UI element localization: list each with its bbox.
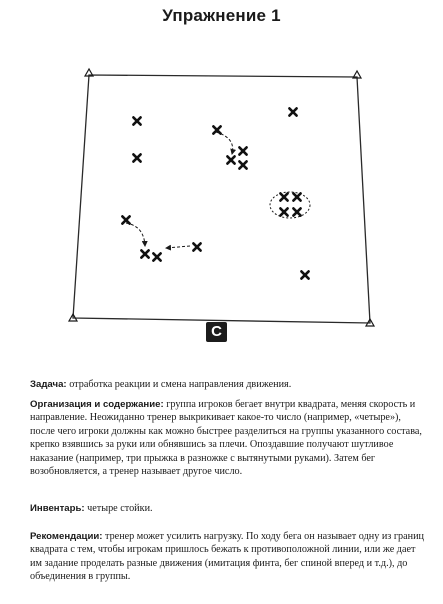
- player-x-icon: [133, 154, 140, 161]
- player-x-icon: [153, 253, 160, 260]
- player-x-icon: [293, 208, 300, 215]
- player-x-icon: [280, 193, 287, 200]
- player-x-icon: [193, 243, 200, 250]
- recommendations-text: тренер может усилить нагрузку. По ходу бега он называет одну из границ квадрата с тем, чтобы игрокам пришлось бежать к противоположной линии, или же дает им задание проделать разные движения (имитация финта, бег спиной вперед и т.д.), до объединения в группы.: [30, 531, 425, 583]
- inventory-text: четыре стойки.: [84, 503, 153, 514]
- player-x-icon: [289, 108, 296, 115]
- inventory-paragraph: [30, 502, 425, 515]
- movement-arrow: [216, 132, 233, 154]
- organization-label: Организация и содержание:: [30, 399, 164, 410]
- field-boundary: [73, 75, 370, 323]
- coach-marker: C: [206, 322, 227, 342]
- organization-paragraph: [30, 398, 425, 478]
- player-x-icon: [239, 161, 246, 168]
- inventory-label: Инвентарь:: [30, 503, 85, 514]
- player-x-icon: [122, 216, 129, 223]
- page-title: Упражнение 1: [162, 6, 281, 25]
- task-paragraph: [30, 378, 425, 391]
- player-x-icon: [280, 208, 287, 215]
- group-enclosure: [270, 192, 310, 218]
- player-x-icon: [301, 271, 308, 278]
- player-x-icon: [141, 250, 148, 257]
- task-label: Задача:: [30, 379, 67, 390]
- movement-arrow: [166, 246, 190, 248]
- player-x-icon: [227, 156, 234, 163]
- player-x-icon: [133, 117, 140, 124]
- player-x-icon: [239, 147, 246, 154]
- recommendations-paragraph: [30, 530, 425, 584]
- task-text: отработка реакции и смена направления движения.: [66, 379, 292, 390]
- player-x-icon: [293, 193, 300, 200]
- movement-arrow: [126, 223, 145, 246]
- organization-text: группа игроков бегает внутри квадрата, меняя скорость и направление. Неожиданно тренер выкрикивает какое-то число (например, «четыре»), после чего игроки должны как можно быстрее разделиться на группы указанного состава, крепко взявшись за руки или обнявшись за плечи. Опоздавшие получают шутливое наказание (например, три прыжка в разножке с вытянутыми руками). Затем бег возобновляется, а тренер называет другое число.: [30, 399, 422, 478]
- recommendations-label: Рекомендации:: [30, 531, 103, 542]
